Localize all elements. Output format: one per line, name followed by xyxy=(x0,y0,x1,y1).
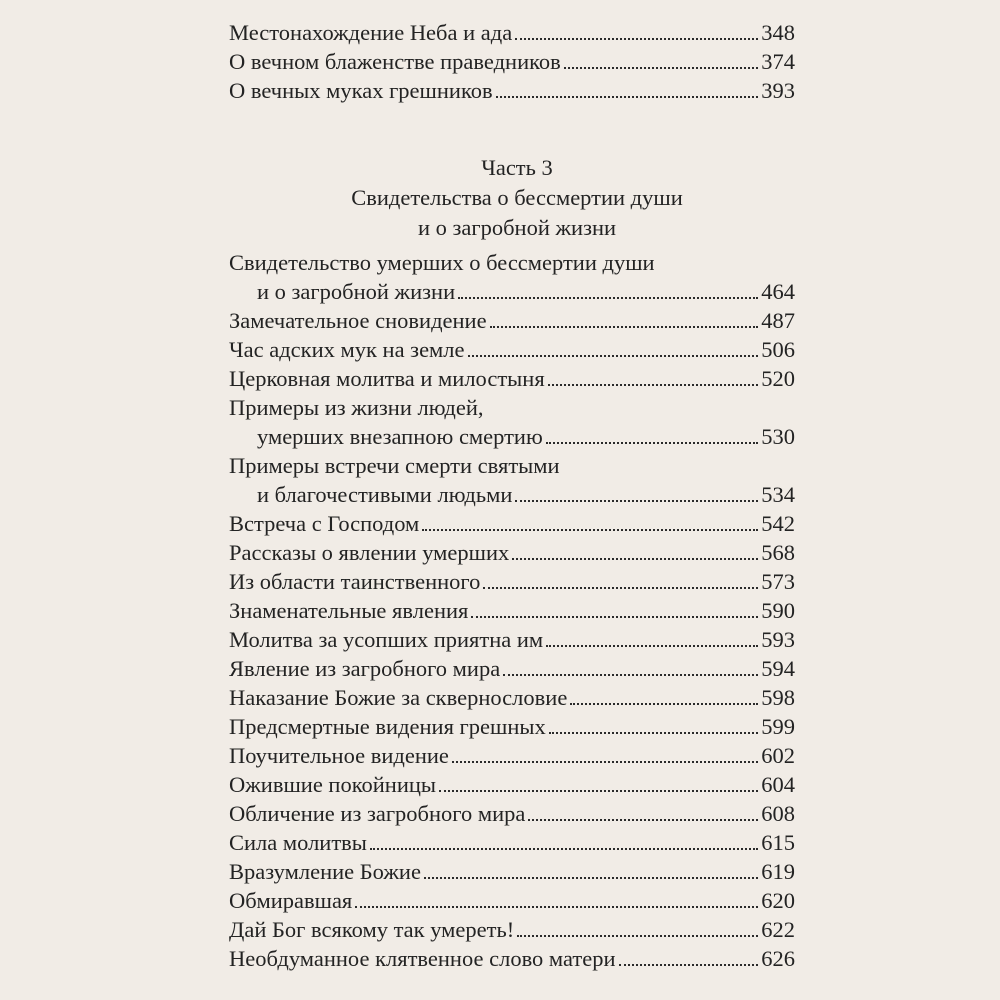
toc-entry xyxy=(229,886,795,915)
toc-entry xyxy=(229,480,795,509)
dot-leader xyxy=(546,645,758,647)
entry-page: 374 xyxy=(761,49,795,74)
toc-entry-multiline xyxy=(229,393,795,451)
dot-leader xyxy=(503,674,758,676)
entry-page: 619 xyxy=(761,859,795,884)
toc-entry xyxy=(229,422,795,451)
entry-title: Замечательное сновидение xyxy=(229,308,487,333)
dot-leader xyxy=(564,67,758,69)
dot-leader xyxy=(619,964,759,966)
entry-title: Из области таинственного xyxy=(229,569,481,594)
entry-page: 464 xyxy=(761,279,795,304)
dot-leader xyxy=(496,96,759,98)
toc-entry xyxy=(229,596,795,625)
entry-title-line1: Примеры встречи смерти святыми xyxy=(229,453,560,478)
entry-title: Поучительное видение xyxy=(229,743,449,768)
dot-leader xyxy=(370,848,758,850)
part-entries xyxy=(229,248,795,973)
entry-page: 615 xyxy=(761,830,795,855)
dot-leader xyxy=(512,558,758,560)
dot-leader xyxy=(468,355,759,357)
toc-entry xyxy=(229,306,795,335)
entry-page: 598 xyxy=(761,685,795,710)
dot-leader xyxy=(570,703,758,705)
part-header xyxy=(229,153,795,243)
entry-page: 599 xyxy=(761,714,795,739)
toc-entry xyxy=(229,335,795,364)
toc-entry xyxy=(229,47,795,76)
toc-entry xyxy=(229,770,795,799)
entry-title: Необдуманное клятвенное слово матери xyxy=(229,946,616,971)
toc-entry xyxy=(229,625,795,654)
toc-entry xyxy=(229,567,795,596)
entry-page: 530 xyxy=(761,424,795,449)
entry-title: Обмиравшая xyxy=(229,888,353,913)
entry-title: Встреча с Господом xyxy=(229,511,420,536)
toc-entry xyxy=(229,828,795,857)
part-heading: Часть 3 xyxy=(481,155,553,180)
toc-entry xyxy=(229,712,795,741)
dot-leader xyxy=(483,587,758,589)
dot-leader xyxy=(439,790,758,792)
entry-title: Местонахождение Неба и ада xyxy=(229,20,513,45)
toc-entry xyxy=(229,683,795,712)
dot-leader xyxy=(548,384,759,386)
entry-title: О вечном блаженстве праведников xyxy=(229,49,561,74)
entry-page: 520 xyxy=(761,366,795,391)
toc-entry xyxy=(229,364,795,393)
toc-entry xyxy=(229,799,795,828)
toc-entry xyxy=(229,741,795,770)
dot-leader xyxy=(528,819,758,821)
toc-entry-multiline xyxy=(229,248,795,306)
entry-title: Ожившие покойницы xyxy=(229,772,437,797)
dot-leader xyxy=(355,906,758,908)
entry-page: 534 xyxy=(761,482,795,507)
entry-title: Дай Бог всякому так умереть! xyxy=(229,917,515,942)
entry-title-line1: Примеры из жизни людей, xyxy=(229,395,484,420)
entry-title: Предсмертные видения грешных xyxy=(229,714,546,739)
top-entries xyxy=(229,18,795,105)
entry-title: Рассказы о явлении умерших xyxy=(229,540,510,565)
entry-title: умерших внезапною смертию xyxy=(257,424,543,449)
entry-page: 393 xyxy=(761,78,795,103)
entry-page: 568 xyxy=(761,540,795,565)
entry-title: и о загробной жизни xyxy=(257,279,456,304)
dot-leader xyxy=(471,616,758,618)
entry-page: 626 xyxy=(761,946,795,971)
entry-title: О вечных муках грешников xyxy=(229,78,493,103)
entry-title: Церковная молитва и милостыня xyxy=(229,366,545,391)
dot-leader xyxy=(458,297,758,299)
entry-title: Явление из загробного мира xyxy=(229,656,501,681)
entry-title: Молитва за усопших приятна им xyxy=(229,627,544,652)
entry-page: 608 xyxy=(761,801,795,826)
part-title-line1: Свидетельства о бессмертии души xyxy=(351,185,683,210)
entry-title: Знаменательные явления xyxy=(229,598,469,623)
entry-page: 590 xyxy=(761,598,795,623)
toc-entry xyxy=(229,857,795,886)
entry-title: и благочестивыми людьми xyxy=(257,482,513,507)
toc-entry xyxy=(229,277,795,306)
dot-leader xyxy=(424,877,758,879)
entry-page: 602 xyxy=(761,743,795,768)
dot-leader xyxy=(546,442,758,444)
dot-leader xyxy=(549,732,758,734)
toc-entry xyxy=(229,509,795,538)
entry-page: 487 xyxy=(761,308,795,333)
entry-page: 620 xyxy=(761,888,795,913)
entry-page: 593 xyxy=(761,627,795,652)
dot-leader xyxy=(515,38,758,40)
dot-leader xyxy=(490,326,759,328)
entry-title: Обличение из загробного мира xyxy=(229,801,526,826)
entry-title: Сила молитвы xyxy=(229,830,367,855)
table-of-contents xyxy=(229,18,795,973)
toc-entry xyxy=(229,76,795,105)
toc-entry xyxy=(229,654,795,683)
entry-page: 348 xyxy=(761,20,795,45)
entry-page: 604 xyxy=(761,772,795,797)
dot-leader xyxy=(515,500,758,502)
entry-title: Вразумление Божие xyxy=(229,859,421,884)
toc-entry xyxy=(229,915,795,944)
entry-title-line1: Свидетельство умерших о бессмертии души xyxy=(229,250,655,275)
part-title-line2: и о загробной жизни xyxy=(417,215,617,240)
toc-entry-multiline xyxy=(229,451,795,509)
toc-entry xyxy=(229,944,795,973)
entry-page: 622 xyxy=(761,917,795,942)
entry-page: 573 xyxy=(761,569,795,594)
entry-title: Наказание Божие за сквернословие xyxy=(229,685,568,710)
entry-page: 594 xyxy=(761,656,795,681)
dot-leader xyxy=(517,935,758,937)
dot-leader xyxy=(422,529,758,531)
entry-title: Час адских мук на земле xyxy=(229,337,465,362)
toc-entry xyxy=(229,538,795,567)
entry-page: 506 xyxy=(761,337,795,362)
dot-leader xyxy=(452,761,758,763)
toc-entry xyxy=(229,18,795,47)
entry-page: 542 xyxy=(761,511,795,536)
